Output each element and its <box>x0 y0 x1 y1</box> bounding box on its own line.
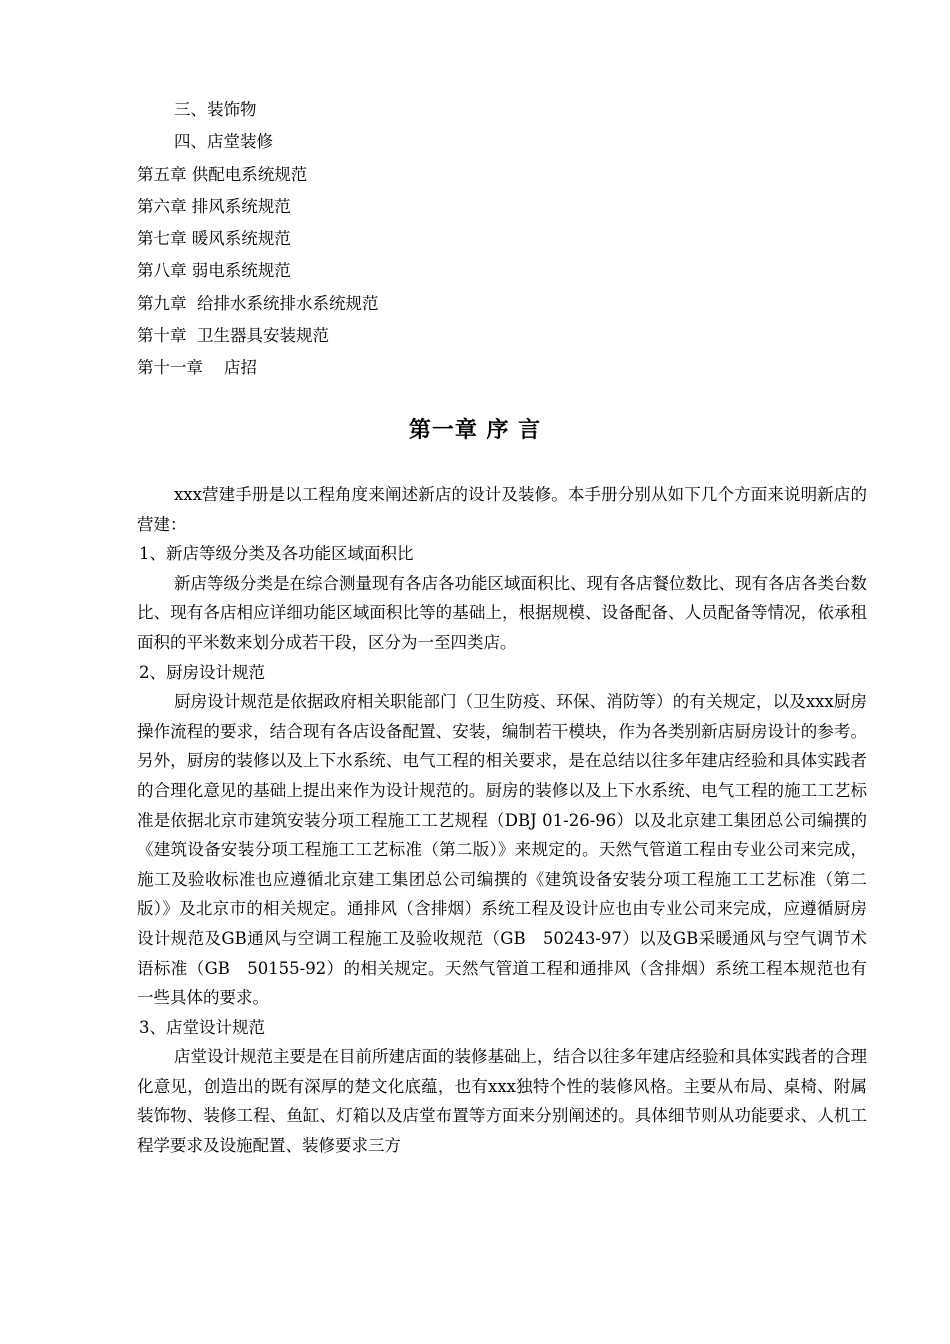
toc-item: 第九章 给排水系统排水系统规范 <box>137 293 379 313</box>
section-paragraph: 新店等级分类是在综合测量现有各店各功能区域面积比、现有各店餐位数比、现有各店各类台数比、现有各店相应详细功能区域面积比等的基础上，根据规模、设备配备、人员配备等情况，依承租面积的平米数来划分成若干段，区分为一至四类店。 <box>137 573 867 652</box>
toc-item: 四、店堂装修 <box>174 132 273 152</box>
toc-item: 第七章 暖风系统规范 <box>137 229 291 249</box>
section-heading: 1、新店等级分类及各功能区域面积比 <box>139 544 414 564</box>
section-heading: 2、厨房设计规范 <box>139 662 265 682</box>
chapter-title: 第一章 序 言 <box>408 418 542 443</box>
toc-item: 第八章 弱电系统规范 <box>137 261 291 281</box>
toc-item: 三、装饰物 <box>174 100 257 119</box>
intro-paragraph: xxx营建手册是以工程角度来阐述新店的设计及装修。本手册分别从如下几个方面来说明新店的营建： <box>137 485 867 534</box>
chapter-body <box>137 480 867 1161</box>
toc-item: 第十章 卫生器具安装规范 <box>137 326 329 346</box>
toc-item: 第六章 排风系统规范 <box>137 196 291 216</box>
section-heading: 3、店堂设计规范 <box>139 1017 265 1037</box>
toc-item: 第五章 供配电系统规范 <box>137 164 308 184</box>
toc-item: 第十一章 店招 <box>137 358 257 378</box>
section-paragraph: 店堂设计规范主要是在目前所建店面的装修基础上，结合以往多年建店经验和具体实践者的合理化意见，创造出的既有深厚的楚文化底蕴，也有xxx独特个性的装修风格。主要从布局、桌椅、附属装饰物、装修工程、鱼缸、灯箱以及店堂布置等方面来分别阐述的。具体细节则从功能要求、人机工程学要求及设施配置、装修要求三方 <box>137 1047 867 1156</box>
table-of-contents <box>137 94 857 385</box>
section-paragraph: 厨房设计规范是依据政府相关职能部门（卫生防疫、环保、消防等）的有关规定，以及xxx厨房操作流程的要求，结合现有各店设备配置、安装，编制若干模块，作为各类别新店厨房设计的参考。另外，厨房的装修以及上下水系统、电气工程的相关要求，是在总结以往多年建店经验和具体实践者的合理化意见的基础上提出来作为设计规范的。厨房的装修以及上下水系统、电气工程的施工工艺标准是依据北京市建筑安装分项工程施工工艺规程（DBJ 01-26-96）以及北京建工集团总公司编撰的《建筑设备安装分项工程施工工艺标准（第二版）》来规定的。天然气管道工程由专业公司来完成，施工及验收标准也应遵循北京建工集团总公司编撰的《建筑设备安装分项工程施工工艺标准（第二版）》及北京市的相关规定。通排风（含排烟）系统工程及设计应也由专业公司来完成，应遵循厨房设计规范及GB通风与空调工程施工及验收规范（GB 50243-97）以及GB采暖通风与空气调节术语标准（GB 50155-92）的相关规定。天然气管道工程和通排风（含排烟）系统工程本规范也有一些具体的要求。 <box>137 692 867 1008</box>
